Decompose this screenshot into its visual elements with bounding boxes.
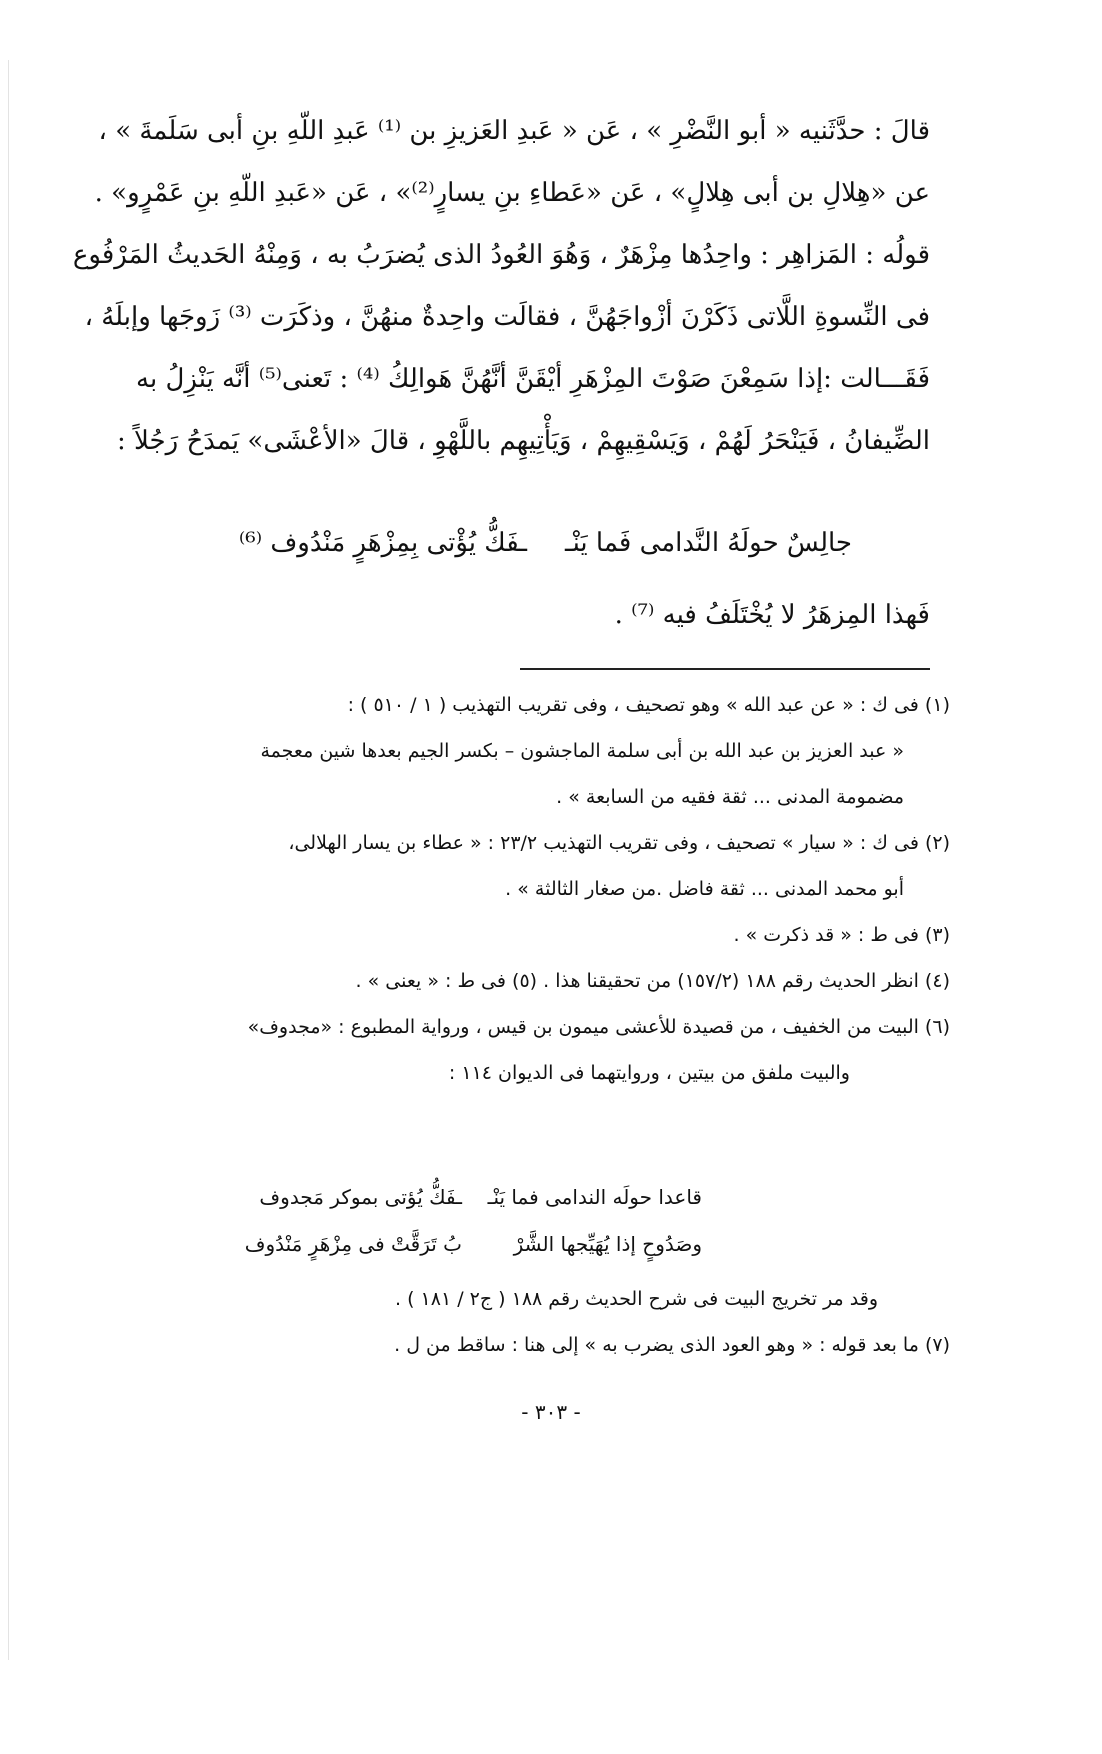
main-line: فَقَـــالت :إذا سَمِعْنَ صَوْتَ المِزْهَرِ أيْقَنَّ أنَّهُنَّ هَوالِكُ ⁽⁴⁾ : تَعنى⁽⁵⁾ أنَّه يَنْزِلُ به <box>136 364 930 394</box>
main-line: الضِّيفانُ ، فَيَنْحَرُ لَهُمْ ، وَيَسْقِيهِمْ ، وَيَأْتِيهِم باللَّهْوِ ، قالَ «الأعْشَى» يَمدَحُ رَجُلاً : <box>117 426 930 456</box>
main-closing-line: فَهذا المِزهَرُ لا يُخْتَلَفُ فيه ⁽⁷⁾ . <box>614 600 930 630</box>
main-line: عن «هِلالِ بن أبى هِلالٍ» ، عَن «عَطاءِ بنِ يسارٍ⁽²⁾» ، عَن «عَبدِ اللّهِ بنِ عَمْرٍو» . <box>94 178 930 208</box>
verse-hemistich-right: جالِسٌ حولَهُ النَّدامى فَما يَنْـ <box>564 528 852 558</box>
footnote-line: أبو محمد المدنى ... ثقة فاضل .من صغار الثالثة » . <box>505 878 904 900</box>
main-line: فى النِّسوةِ اللَّاتى ذَكَرْنَ أزْواجَهُنَّ ، فقالَت واحِدةٌ منهُنَّ ، وذكَرَت ⁽³⁾ زَوجَها وإبلَهُ ، <box>84 302 930 332</box>
main-line: قولُه : المَزاهِر : واحِدُها مِزْهَرٌ ، وَهُوَ العُودُ الذى يُضرَبُ به ، وَمِنْهُ الحَديثُ المَرْفُوع <box>72 240 930 270</box>
footnote-line: مضمومة المدنى ... ثقة فقيه من السابعة » . <box>556 786 904 808</box>
footnote-line: (١) فى ك : « عن عبد الله » وهو تصحيف ، وفى تقريب التهذيب ( ١ / ٥١٠ ) : <box>347 694 950 716</box>
footnote-line: (٦) البيت من الخفيف ، من قصيدة للأعشى ميمون بن قيس ، ورواية المطبوع : «مجدوف» <box>247 1016 950 1038</box>
footnote-tail <box>160 1276 950 1322</box>
footnote-line: والبيت ملفق من بيتين ، وروايتهما فى الديوان ١١٤ : <box>448 1062 850 1084</box>
footnote-separator <box>520 668 930 670</box>
footnote-line: (٤) انظر الحديث رقم ١٨٨ (١٥٧/٢) من تحقيقنا هذا . (٥) فى ط : « يعنى » . <box>355 970 950 992</box>
footnote-line: وقد مر تخريج البيت فى شرح الحديث رقم ١٨٨ ( ج٢ / ١٨١ ) . <box>395 1288 878 1310</box>
main-text <box>72 100 930 472</box>
footnote-poem-hemistich: بُ تَرَقَّتْ فى مِزْهَرٍ مَنْدُوف <box>244 1232 462 1256</box>
footnote-line: (٣) فى ط : « قد ذكرت » . <box>733 924 950 946</box>
main-line: قالَ : حدَّثَنيه « أبو النَّضْرِ » ، عَن « عَبدِ العَزيزِ بن ⁽¹⁾ عَبدِ اللّهِ بنِ أبى سَلَمةَ » ، <box>98 116 930 146</box>
footnote-poem-hemistich: قاعدا حولَه الندامى فما يَنْـ <box>487 1185 702 1209</box>
footnotes <box>160 682 950 1096</box>
page-number: - ٣٠٣ - <box>521 1400 581 1424</box>
footnote-line: « عبد العزيز بن عبد الله بن أبى سلمة الماجشون – بكسر الجيم بعدها شين معجمة <box>260 740 904 762</box>
footnote-poem-hemistich: وصَدُوحٍ إذا يُهَيِّجها الشَّرْ <box>513 1232 702 1256</box>
footnote-line: (٧) ما بعد قوله : « وهو العود الذى يضرب به » إلى هنا : ساقط من ل . <box>394 1334 950 1356</box>
footnote-line: (٢) فى ك : « سيار » تصحيف ، وفى تقريب التهذيب ٢٣/٢ : « عطاء بن يسار الهلالى، <box>288 832 950 854</box>
footnote-poem-hemistich: ـفَكُّ يُؤتى بموكر مَجدوف <box>259 1185 462 1209</box>
verse-hemistich-left: ـفَكُّ يُؤْتى بِمِزْهَرٍ مَنْدُوف ⁽⁶⁾ <box>238 528 527 558</box>
